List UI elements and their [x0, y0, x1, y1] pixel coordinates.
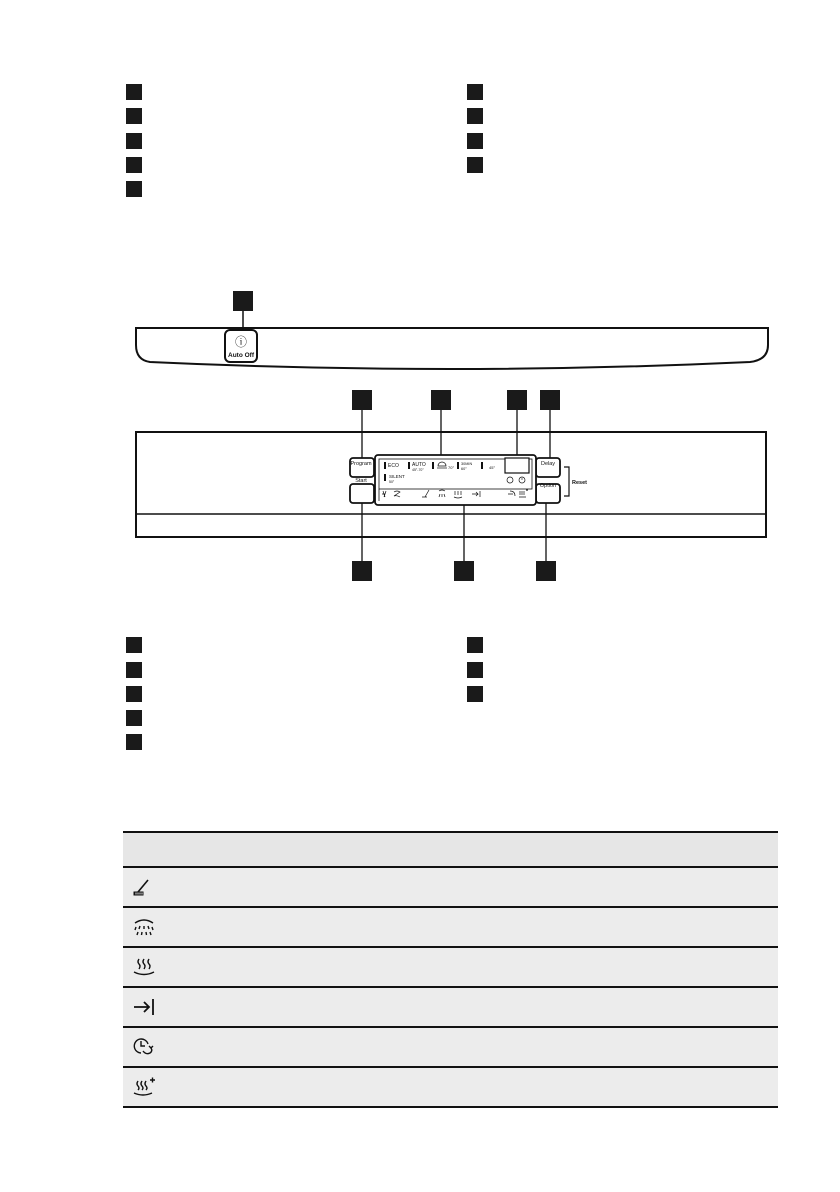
digit-display [505, 458, 529, 473]
option-button-label: Option [539, 483, 557, 489]
symbol-description [173, 987, 778, 1027]
program-45: 45° [489, 465, 496, 470]
drying-icon [123, 947, 173, 987]
legend-marker [467, 637, 483, 653]
program-auto: AUTO [412, 462, 426, 468]
symbol-table-header [123, 832, 778, 867]
brush-icon [123, 867, 173, 907]
program-70: 70° [448, 465, 455, 470]
program-30min-temp: 60° [461, 467, 467, 471]
end-arrow-icon [123, 987, 173, 1027]
legend-marker [126, 662, 142, 678]
table-row [123, 947, 778, 987]
symbol-table [123, 831, 778, 1108]
extra-dry-icon [123, 1067, 173, 1107]
symbol-description [173, 907, 778, 947]
symbol-description [173, 1027, 778, 1067]
symbol-table-header-cell [123, 832, 778, 867]
delay-button-label: Delay [540, 461, 556, 467]
legend-marker [126, 637, 142, 653]
symbol-description [173, 867, 778, 907]
delay-clock-icon [123, 1027, 173, 1067]
table-row [123, 907, 778, 947]
start-button[interactable] [350, 484, 374, 503]
program-silent: SILENT [389, 474, 405, 479]
legend-marker [467, 662, 483, 678]
reset-label: Reset [572, 480, 587, 486]
program-30min: 30MIN [461, 462, 473, 466]
program-eco: ECO [388, 463, 399, 469]
program-button-label: Program [350, 461, 372, 467]
symbol-description [173, 947, 778, 987]
spray-icon [123, 907, 173, 947]
auto-off-label: Auto Off [228, 352, 254, 359]
start-button-label: Start [355, 478, 367, 484]
legend-marker [126, 710, 142, 726]
symbol-description [173, 1067, 778, 1107]
table-row [123, 1027, 778, 1067]
table-row [123, 867, 778, 907]
legend-marker [467, 686, 483, 702]
table-row [123, 1067, 778, 1107]
legend-marker [126, 686, 142, 702]
power-symbol: ⓘ [234, 335, 248, 349]
table-row [123, 987, 778, 1027]
program-silent-temp: 50° [389, 480, 395, 484]
program-auto-temp: 45°-70° [412, 468, 424, 472]
legend-marker [126, 734, 142, 750]
